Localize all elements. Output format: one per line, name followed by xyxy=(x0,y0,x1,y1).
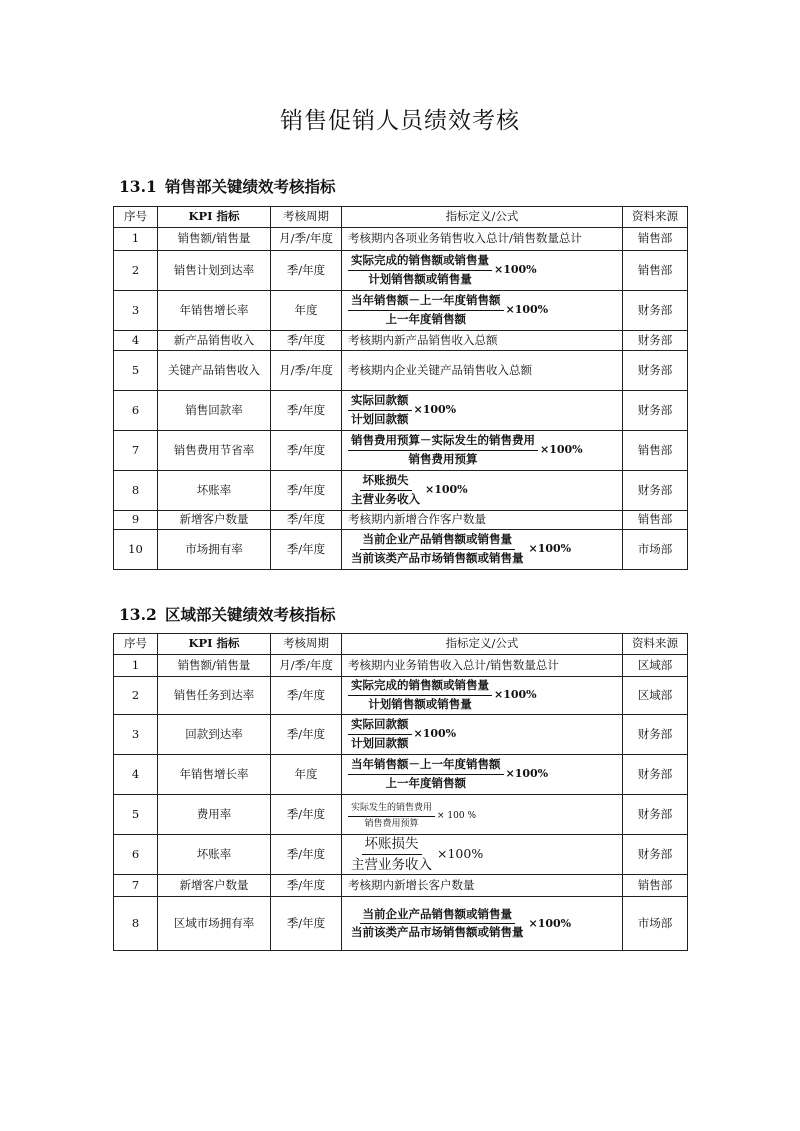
review-period: 季/年度 xyxy=(271,715,342,755)
header-period: 考核周期 xyxy=(271,207,342,228)
table-row xyxy=(114,755,688,795)
formula-numerator: 实际回款额 xyxy=(348,717,412,735)
header-period: 考核周期 xyxy=(271,634,342,655)
kpi-name: 年销售增长率 xyxy=(158,291,271,331)
review-period: 季/年度 xyxy=(271,795,342,835)
formula-multiplier: ×100% xyxy=(505,767,549,781)
kpi-definition xyxy=(342,897,623,951)
kpi-name: 销售回款率 xyxy=(158,391,271,431)
kpi-name: 新产品销售收入 xyxy=(158,331,271,351)
formula xyxy=(348,757,548,791)
formula xyxy=(348,802,476,829)
data-source: 销售部 xyxy=(623,251,688,291)
formula-denominator: 当前该类产品市场销售额或销售量 xyxy=(351,551,524,565)
data-source: 财务部 xyxy=(623,795,688,835)
formula-fraction xyxy=(348,253,492,287)
kpi-name: 坏账率 xyxy=(158,471,271,511)
row-number: 5 xyxy=(114,795,158,835)
kpi-definition xyxy=(342,755,623,795)
data-source: 销售部 xyxy=(623,228,688,251)
row-number: 4 xyxy=(114,331,158,351)
kpi-name: 坏账率 xyxy=(158,835,271,875)
review-period: 季/年度 xyxy=(271,677,342,715)
formula-multiplier: ×100% xyxy=(437,846,484,862)
formula-denominator: 上一年度销售额 xyxy=(385,776,466,790)
formula-fraction xyxy=(348,835,435,874)
kpi-definition xyxy=(342,715,623,755)
formula-denominator: 销售费用预算 xyxy=(364,818,419,829)
section-number: 13.1 xyxy=(119,177,157,196)
header-source: 资料来源 xyxy=(623,634,688,655)
table-row xyxy=(114,431,688,471)
kpi-definition xyxy=(342,471,623,511)
kpi-definition xyxy=(342,530,623,570)
table-row xyxy=(114,897,688,951)
row-number: 5 xyxy=(114,351,158,391)
kpi-definition: 考核期内企业关键产品销售收入总额 xyxy=(342,351,623,391)
data-source: 财务部 xyxy=(623,715,688,755)
formula-fraction xyxy=(348,532,527,566)
row-number: 10 xyxy=(114,530,158,570)
formula-numerator: 销售费用预算－实际发生的销售费用 xyxy=(348,433,538,451)
kpi-name: 销售额/销售量 xyxy=(158,228,271,251)
formula-multiplier: ×100% xyxy=(494,263,537,277)
review-period: 季/年度 xyxy=(271,511,342,530)
formula-denominator: 销售费用预算 xyxy=(408,452,478,466)
row-number: 8 xyxy=(114,471,158,511)
formula-numerator: 实际回款额 xyxy=(348,393,412,411)
header-seq: 序号 xyxy=(114,207,158,228)
section-title: 区域部关键绩效考核指标 xyxy=(165,605,336,624)
row-number: 6 xyxy=(114,391,158,431)
review-period: 年度 xyxy=(271,291,342,331)
kpi-name: 年销售增长率 xyxy=(158,755,271,795)
formula xyxy=(348,678,537,712)
formula-numerator: 实际完成的销售额或销售量 xyxy=(348,253,492,271)
table-header-row xyxy=(114,634,688,655)
kpi-name: 销售额/销售量 xyxy=(158,655,271,677)
formula-numerator: 当前企业产品销售额或销售量 xyxy=(360,907,516,925)
header-kpi: KPI 指标 xyxy=(158,207,271,228)
kpi-definition xyxy=(342,677,623,715)
table-row xyxy=(114,875,688,897)
data-source: 销售部 xyxy=(623,875,688,897)
kpi-definition xyxy=(342,391,623,431)
formula-multiplier: ×100% xyxy=(413,403,457,417)
formula-multiplier: × 100 % xyxy=(437,810,477,821)
formula-fraction xyxy=(348,473,423,507)
section-heading-13-1 xyxy=(119,175,336,197)
kpi-definition: 考核期内业务销售收入总计/销售数量总计 xyxy=(342,655,623,677)
formula xyxy=(348,835,483,874)
review-period: 季/年度 xyxy=(271,331,342,351)
kpi-name: 回款到达率 xyxy=(158,715,271,755)
data-source: 财务部 xyxy=(623,391,688,431)
row-number: 6 xyxy=(114,835,158,875)
formula-fraction xyxy=(348,393,412,427)
kpi-name: 市场拥有率 xyxy=(158,530,271,570)
review-period: 季/年度 xyxy=(271,391,342,431)
table-row xyxy=(114,655,688,677)
formula xyxy=(348,473,468,507)
review-period: 季/年度 xyxy=(271,471,342,511)
table-row xyxy=(114,835,688,875)
formula-multiplier: ×100% xyxy=(494,688,537,702)
review-period: 季/年度 xyxy=(271,875,342,897)
review-period: 年度 xyxy=(271,755,342,795)
data-source: 财务部 xyxy=(623,351,688,391)
section-heading-13-2 xyxy=(119,603,336,625)
formula-fraction xyxy=(348,678,492,712)
formula xyxy=(348,293,548,327)
header-definition: 指标定义/公式 xyxy=(342,634,623,655)
table-row xyxy=(114,677,688,715)
formula-denominator: 主营业务收入 xyxy=(351,492,420,506)
kpi-definition xyxy=(342,251,623,291)
formula-denominator: 当前该类产品市场销售额或销售量 xyxy=(351,925,524,940)
table-row xyxy=(114,291,688,331)
row-number: 1 xyxy=(114,655,158,677)
row-number: 9 xyxy=(114,511,158,530)
formula-fraction xyxy=(348,757,504,791)
formula-numerator: 实际完成的销售额或销售量 xyxy=(348,678,492,696)
formula-fraction xyxy=(348,293,504,327)
table-row xyxy=(114,511,688,530)
data-source: 市场部 xyxy=(623,897,688,951)
kpi-name: 销售费用节省率 xyxy=(158,431,271,471)
review-period: 季/年度 xyxy=(271,431,342,471)
data-source: 区域部 xyxy=(623,677,688,715)
kpi-definition xyxy=(342,291,623,331)
kpi-definition: 考核期内各项业务销售收入总计/销售数量总计 xyxy=(342,228,623,251)
kpi-definition xyxy=(342,795,623,835)
row-number: 3 xyxy=(114,291,158,331)
kpi-definition: 考核期内新增长客户数量 xyxy=(342,875,623,897)
data-source: 财务部 xyxy=(623,755,688,795)
header-definition: 指标定义/公式 xyxy=(342,207,623,228)
table-row xyxy=(114,331,688,351)
section-title: 销售部关键绩效考核指标 xyxy=(165,177,336,196)
review-period: 月/季/年度 xyxy=(271,655,342,677)
table-row xyxy=(114,715,688,755)
formula-multiplier: ×100% xyxy=(528,916,572,930)
review-period: 季/年度 xyxy=(271,835,342,875)
data-source: 销售部 xyxy=(623,511,688,530)
row-number: 7 xyxy=(114,431,158,471)
formula xyxy=(348,253,537,287)
formula-denominator: 计划销售额或销售量 xyxy=(368,272,472,286)
formula-denominator: 上一年度销售额 xyxy=(385,312,466,326)
kpi-definition xyxy=(342,835,623,875)
row-number: 1 xyxy=(114,228,158,251)
formula-numerator: 当年销售额－上一年度销售额 xyxy=(348,757,504,775)
kpi-name: 区域市场拥有率 xyxy=(158,897,271,951)
table-row xyxy=(114,530,688,570)
formula-numerator: 实际发生的销售费用 xyxy=(348,802,435,816)
formula-numerator: 坏账损失 xyxy=(362,835,422,855)
data-source: 财务部 xyxy=(623,835,688,875)
formula-numerator: 当年销售额－上一年度销售额 xyxy=(348,293,504,311)
table-row xyxy=(114,391,688,431)
row-number: 4 xyxy=(114,755,158,795)
table-row xyxy=(114,795,688,835)
formula xyxy=(348,532,571,566)
data-source: 销售部 xyxy=(623,431,688,471)
formula-multiplier: ×100% xyxy=(505,303,549,317)
review-period: 月/季/年度 xyxy=(271,351,342,391)
formula-multiplier: ×100% xyxy=(540,443,583,457)
formula-fraction xyxy=(348,433,538,467)
table-row xyxy=(114,471,688,511)
formula-fraction xyxy=(348,907,527,941)
formula-denominator: 计划销售额或销售量 xyxy=(368,697,472,711)
formula-multiplier: ×100% xyxy=(425,483,468,497)
formula-fraction xyxy=(348,717,412,751)
formula-multiplier: ×100% xyxy=(413,727,457,741)
data-source: 财务部 xyxy=(623,331,688,351)
row-number: 2 xyxy=(114,677,158,715)
row-number: 8 xyxy=(114,897,158,951)
formula-numerator: 当前企业产品销售额或销售量 xyxy=(360,532,516,550)
kpi-name: 费用率 xyxy=(158,795,271,835)
table-row xyxy=(114,228,688,251)
review-period: 月/季/年度 xyxy=(271,228,342,251)
kpi-name: 销售任务到达率 xyxy=(158,677,271,715)
document-title: 销售促销人员绩效考核 xyxy=(280,108,520,134)
formula-multiplier: ×100% xyxy=(528,542,572,556)
review-period: 季/年度 xyxy=(271,251,342,291)
kpi-definition xyxy=(342,431,623,471)
header-kpi: KPI 指标 xyxy=(158,634,271,655)
sales-kpi-table xyxy=(113,206,688,570)
formula xyxy=(348,433,583,467)
regional-kpi-table xyxy=(113,633,688,951)
row-number: 3 xyxy=(114,715,158,755)
table-row xyxy=(114,351,688,391)
row-number: 2 xyxy=(114,251,158,291)
kpi-name: 关键产品销售收入 xyxy=(158,351,271,391)
table-header-row xyxy=(114,207,688,228)
formula-numerator: 坏账损失 xyxy=(360,473,412,491)
kpi-name: 新增客户数量 xyxy=(158,511,271,530)
data-source: 财务部 xyxy=(623,291,688,331)
formula-denominator: 计划回款额 xyxy=(351,736,409,750)
kpi-definition: 考核期内新产品销售收入总额 xyxy=(342,331,623,351)
formula xyxy=(348,907,571,941)
formula-denominator: 计划回款额 xyxy=(351,412,409,426)
data-source: 区域部 xyxy=(623,655,688,677)
review-period: 季/年度 xyxy=(271,897,342,951)
review-period: 季/年度 xyxy=(271,530,342,570)
data-source: 市场部 xyxy=(623,530,688,570)
header-source: 资料来源 xyxy=(623,207,688,228)
section-number: 13.2 xyxy=(119,605,157,624)
kpi-name: 新增客户数量 xyxy=(158,875,271,897)
formula xyxy=(348,393,456,427)
table-row xyxy=(114,251,688,291)
data-source: 财务部 xyxy=(623,471,688,511)
formula-fraction xyxy=(348,802,435,829)
formula xyxy=(348,717,456,751)
row-number: 7 xyxy=(114,875,158,897)
kpi-name: 销售计划到达率 xyxy=(158,251,271,291)
header-seq: 序号 xyxy=(114,634,158,655)
formula-denominator: 主营业务收入 xyxy=(351,857,432,874)
kpi-definition: 考核期内新增合作客户数量 xyxy=(342,511,623,530)
